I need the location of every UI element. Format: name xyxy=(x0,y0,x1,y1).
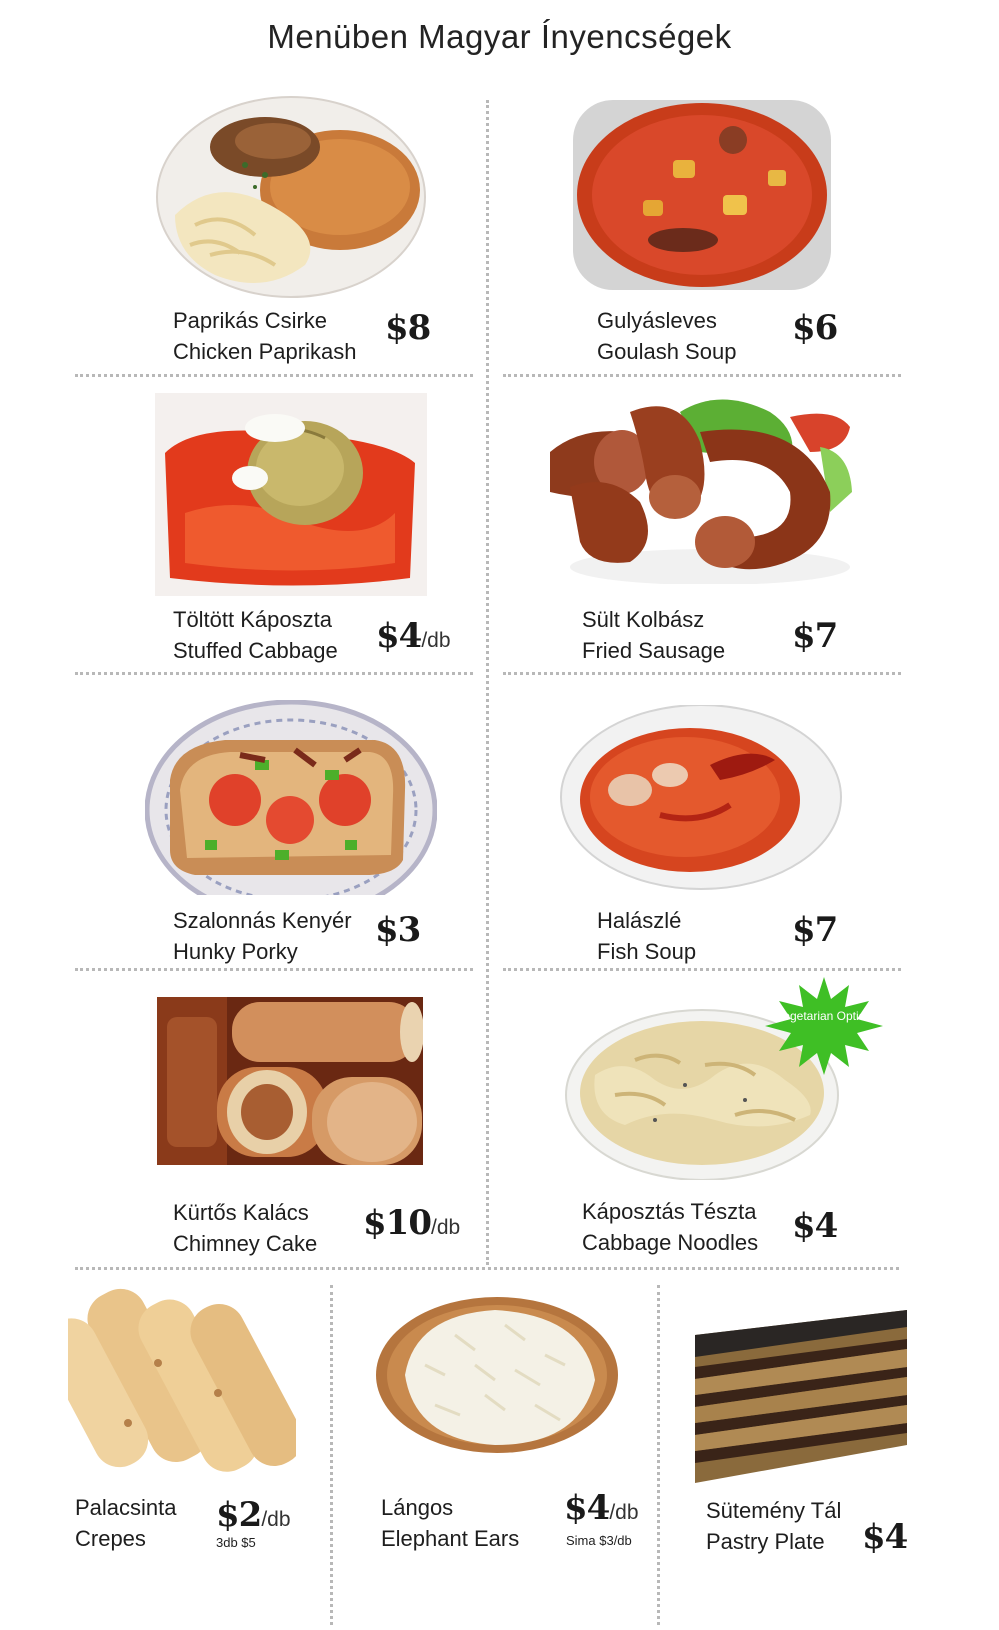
item-name-en: Stuffed Cabbage xyxy=(173,638,338,663)
price-note-langos: Sima $3/db xyxy=(566,1533,632,1548)
bottom-divider-2 xyxy=(657,1285,660,1625)
price-fish-soup xyxy=(792,910,837,950)
item-name-hu: Töltött Káposzta xyxy=(173,607,332,632)
price-unit: /db xyxy=(430,1216,461,1239)
starburst-icon xyxy=(765,977,883,1075)
center-divider xyxy=(486,100,489,1265)
item-name-hu: Káposztás Tészta xyxy=(582,1199,757,1224)
price-value: $10 xyxy=(363,1203,431,1243)
langos-photo xyxy=(375,1295,620,1455)
item-name-en: Goulash Soup xyxy=(597,339,737,364)
price-value: $8 xyxy=(385,308,431,348)
row-divider-2-left xyxy=(75,672,473,675)
chicken-paprikash-photo xyxy=(155,95,427,300)
item-name-hu: Sütemény Tál xyxy=(706,1498,842,1523)
item-name-hu: Kürtős Kalács xyxy=(173,1200,309,1225)
item-name-hu: Gulyásleves xyxy=(597,308,717,333)
item-name-goulash-soup xyxy=(597,305,736,367)
price-unit: /db xyxy=(609,1501,639,1524)
item-name-en: Chimney Cake xyxy=(173,1231,318,1256)
item-name-pastry-plate xyxy=(706,1495,841,1557)
bottom-divider-1 xyxy=(330,1285,333,1625)
item-name-fried-sausage xyxy=(582,604,725,666)
price-chimney-cake xyxy=(363,1203,460,1243)
item-name-hu: Szalonnás Kenyér xyxy=(173,908,352,933)
price-value: $4 xyxy=(376,616,422,656)
price-chicken-paprikash xyxy=(385,308,430,348)
fried-sausage-photo xyxy=(550,392,852,584)
vegetarian-badge xyxy=(765,977,883,1075)
price-value: $4 xyxy=(862,1517,908,1557)
item-name-chimney-cake xyxy=(173,1197,317,1259)
price-value: $7 xyxy=(792,616,838,656)
item-name-en: Elephant Ears xyxy=(381,1526,520,1551)
item-name-hu: Lángos xyxy=(381,1495,454,1520)
row-divider-1-left xyxy=(75,374,473,377)
item-name-en: Crepes xyxy=(75,1526,146,1551)
hunky-porky-photo xyxy=(145,700,437,895)
pastry-plate-photo xyxy=(695,1305,907,1485)
item-name-hu: Sült Kolbász xyxy=(582,607,705,632)
item-name-en: Hunky Porky xyxy=(173,939,298,964)
item-name-chicken-paprikash xyxy=(173,305,356,367)
fish-soup-photo xyxy=(560,705,842,890)
price-crepes xyxy=(216,1495,291,1535)
vegetarian-badge-label: Vegetarian Option xyxy=(775,1009,873,1023)
price-value: $7 xyxy=(792,910,838,950)
goulash-soup-photo xyxy=(573,100,831,290)
price-value: $4 xyxy=(792,1206,838,1246)
price-unit: /db xyxy=(421,629,451,652)
price-value: $4 xyxy=(564,1488,610,1528)
price-value: $6 xyxy=(792,308,838,348)
price-value: $3 xyxy=(375,910,421,950)
item-name-crepes xyxy=(75,1492,177,1554)
menu-title: Menüben Magyar Ínyencségek xyxy=(267,18,732,55)
row-divider-3-left xyxy=(75,968,473,971)
item-name-en: Fish Soup xyxy=(597,939,697,964)
item-name-hunky-porky xyxy=(173,905,352,967)
price-hunky-porky xyxy=(375,910,420,950)
row-divider-1-right xyxy=(503,374,901,377)
item-name-stuffed-cabbage xyxy=(173,604,338,666)
price-value: $2 xyxy=(216,1495,262,1535)
item-name-hu: Paprikás Csirke xyxy=(173,308,328,333)
price-fried-sausage xyxy=(792,616,837,656)
item-name-en: Pastry Plate xyxy=(706,1529,825,1554)
price-pastry-plate xyxy=(862,1517,907,1557)
row-divider-2-right xyxy=(503,672,901,675)
price-stuffed-cabbage xyxy=(376,616,451,656)
item-name-cabbage-noodles xyxy=(582,1196,758,1258)
price-unit: /db xyxy=(261,1508,291,1531)
row-divider-4 xyxy=(75,1267,899,1270)
price-cabbage-noodles xyxy=(792,1206,837,1246)
price-note-crepes: 3db $5 xyxy=(216,1535,256,1550)
price-langos xyxy=(564,1488,639,1528)
item-name-en: Cabbage Noodles xyxy=(582,1230,759,1255)
item-name-hu: Halászlé xyxy=(597,908,682,933)
crepes-photo xyxy=(68,1283,296,1473)
row-divider-3-right xyxy=(503,968,901,971)
price-goulash-soup xyxy=(792,308,837,348)
item-name-en: Fried Sausage xyxy=(582,638,726,663)
chimney-cake-photo xyxy=(157,997,423,1165)
item-name-hu: Palacsinta xyxy=(75,1495,177,1520)
item-name-en: Chicken Paprikash xyxy=(173,339,357,364)
item-name-langos xyxy=(381,1492,519,1554)
item-name-fish-soup xyxy=(597,905,696,967)
stuffed-cabbage-photo xyxy=(155,393,427,596)
